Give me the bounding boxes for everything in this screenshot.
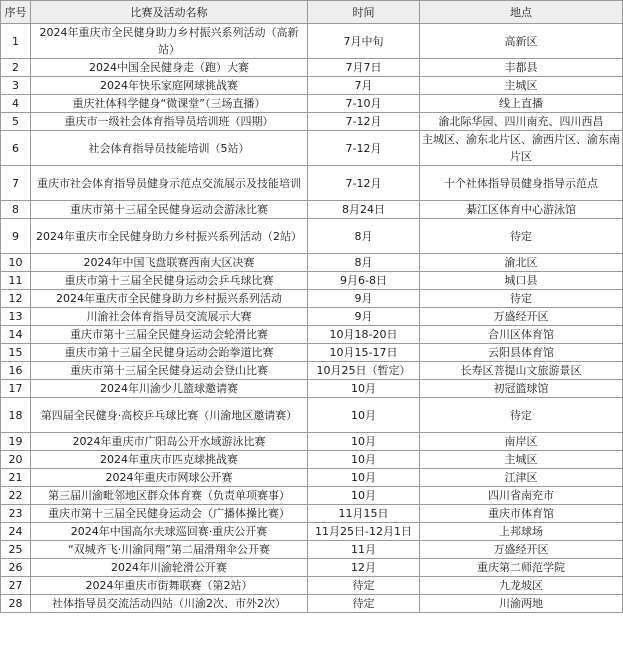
cell-time: 10月18-20日 xyxy=(308,326,420,344)
cell-time: 10月 xyxy=(308,380,420,398)
cell-name: 社体指导员交流活动四站（川渝2次、市外2次） xyxy=(31,595,308,613)
cell-name: 2024年快乐家庭网球挑战赛 xyxy=(31,77,308,95)
cell-name: 2024年重庆市广阳岛公开水域游泳比赛 xyxy=(31,433,308,451)
cell-time: 10月15-17日 xyxy=(308,344,420,362)
table-row xyxy=(1,344,623,362)
cell-time: 7-12月 xyxy=(308,131,420,166)
table-row xyxy=(1,272,623,290)
cell-name: 重庆社体科学健身“微课堂”（三场直播） xyxy=(31,95,308,113)
cell-name: 社会体育指导员技能培训（5站） xyxy=(31,131,308,166)
cell-place: 重庆市体育馆 xyxy=(420,505,623,523)
cell-index: 8 xyxy=(1,201,31,219)
table-row xyxy=(1,469,623,487)
cell-time: 9月6-8日 xyxy=(308,272,420,290)
cell-place: 十个社体指导员健身指导示范点 xyxy=(420,166,623,201)
cell-place: 四川省南充市 xyxy=(420,487,623,505)
cell-place: 高新区 xyxy=(420,24,623,59)
table-row xyxy=(1,523,623,541)
cell-place: 待定 xyxy=(420,290,623,308)
table-row xyxy=(1,201,623,219)
cell-time: 11月25日-12月1日 xyxy=(308,523,420,541)
table-header-row xyxy=(1,1,623,24)
cell-name: 2024年重庆市网球公开赛 xyxy=(31,469,308,487)
table-row xyxy=(1,308,623,326)
cell-index: 20 xyxy=(1,451,31,469)
cell-time: 8月 xyxy=(308,219,420,254)
cell-name: 重庆市第十三届全民健身运动会乒乓球比赛 xyxy=(31,272,308,290)
cell-time: 11月15日 xyxy=(308,505,420,523)
cell-place: 綦江区体育中心游泳馆 xyxy=(420,201,623,219)
cell-index: 4 xyxy=(1,95,31,113)
cell-place: 南岸区 xyxy=(420,433,623,451)
header-name: 比赛及活动名称 xyxy=(31,1,308,24)
table-row xyxy=(1,166,623,201)
table-row xyxy=(1,95,623,113)
cell-time: 7-12月 xyxy=(308,113,420,131)
cell-name: 重庆市第十三届全民健身运动会游泳比赛 xyxy=(31,201,308,219)
table-row xyxy=(1,380,623,398)
cell-index: 11 xyxy=(1,272,31,290)
cell-time: 10月 xyxy=(308,487,420,505)
cell-place: 城口县 xyxy=(420,272,623,290)
table-row xyxy=(1,219,623,254)
cell-time: 7-10月 xyxy=(308,95,420,113)
cell-time: 8月24日 xyxy=(308,201,420,219)
cell-time: 11月 xyxy=(308,541,420,559)
cell-name: 川渝社会体育指导员交流展示大赛 xyxy=(31,308,308,326)
cell-place: 主城区 xyxy=(420,451,623,469)
cell-index: 3 xyxy=(1,77,31,95)
table-row xyxy=(1,113,623,131)
table-row xyxy=(1,433,623,451)
cell-index: 16 xyxy=(1,362,31,380)
cell-name: 2024年重庆市街舞联赛（第2站） xyxy=(31,577,308,595)
cell-place: 万盛经开区 xyxy=(420,541,623,559)
cell-index: 1 xyxy=(1,24,31,59)
cell-place: 九龙坡区 xyxy=(420,577,623,595)
cell-place: 重庆第二师范学院 xyxy=(420,559,623,577)
cell-name: 2024年重庆市全民健身助力乡村振兴系列活动（2站） xyxy=(31,219,308,254)
header-index: 序号 xyxy=(1,1,31,24)
cell-index: 24 xyxy=(1,523,31,541)
table-row xyxy=(1,398,623,433)
table-row xyxy=(1,326,623,344)
cell-name: 重庆市第十三届全民健身运动会跆拳道比赛 xyxy=(31,344,308,362)
cell-name: 第三届川渝毗邻地区群众体育赛（负责单项赛事） xyxy=(31,487,308,505)
cell-name: 2024年中国高尔夫球巡回赛·重庆公开赛 xyxy=(31,523,308,541)
cell-time: 8月 xyxy=(308,254,420,272)
cell-index: 7 xyxy=(1,166,31,201)
cell-place: 长寿区菩提山文旅游景区 xyxy=(420,362,623,380)
table-row xyxy=(1,290,623,308)
table-row xyxy=(1,77,623,95)
table-row xyxy=(1,577,623,595)
cell-index: 21 xyxy=(1,469,31,487)
cell-time: 待定 xyxy=(308,595,420,613)
cell-place: 合川区体育馆 xyxy=(420,326,623,344)
cell-time: 10月 xyxy=(308,451,420,469)
cell-time: 10月 xyxy=(308,433,420,451)
cell-place: 待定 xyxy=(420,398,623,433)
cell-name: 2024年重庆市全民健身助力乡村振兴系列活动（高新站） xyxy=(31,24,308,59)
cell-time: 10月25日（暂定） xyxy=(308,362,420,380)
cell-place: 渝北际华园、四川南充、四川西昌 xyxy=(420,113,623,131)
cell-index: 23 xyxy=(1,505,31,523)
cell-place: 待定 xyxy=(420,219,623,254)
cell-name: “双城齐飞·川渝同翔”第二届滑翔伞公开赛 xyxy=(31,541,308,559)
cell-place: 万盛经开区 xyxy=(420,308,623,326)
cell-name: 重庆市第十三届全民健身运动会轮滑比赛 xyxy=(31,326,308,344)
cell-name: 2024年川渝轮滑公开赛 xyxy=(31,559,308,577)
table-row xyxy=(1,559,623,577)
cell-place: 主城区 xyxy=(420,77,623,95)
cell-index: 6 xyxy=(1,131,31,166)
cell-name: 2024年川渝少儿篮球邀请赛 xyxy=(31,380,308,398)
cell-time: 待定 xyxy=(308,577,420,595)
header-time: 时间 xyxy=(308,1,420,24)
cell-place: 渝北区 xyxy=(420,254,623,272)
table-row xyxy=(1,505,623,523)
cell-name: 重庆市第十三届全民健身运动会（广播体操比赛） xyxy=(31,505,308,523)
cell-place: 川渝两地 xyxy=(420,595,623,613)
cell-time: 7月 xyxy=(308,77,420,95)
cell-index: 19 xyxy=(1,433,31,451)
cell-name: 2024年重庆市匹克球挑战赛 xyxy=(31,451,308,469)
cell-time: 9月 xyxy=(308,308,420,326)
cell-time: 10月 xyxy=(308,469,420,487)
cell-name: 第四届全民健身·高校乒乓球比赛（川渝地区邀请赛） xyxy=(31,398,308,433)
cell-index: 9 xyxy=(1,219,31,254)
cell-index: 28 xyxy=(1,595,31,613)
cell-index: 18 xyxy=(1,398,31,433)
table-row xyxy=(1,362,623,380)
cell-name: 2024中国全民健身走（跑）大赛 xyxy=(31,59,308,77)
cell-place: 上邦球场 xyxy=(420,523,623,541)
cell-place: 江津区 xyxy=(420,469,623,487)
cell-time: 10月 xyxy=(308,398,420,433)
cell-index: 5 xyxy=(1,113,31,131)
cell-place: 主城区、渝东北片区、渝西片区、渝东南片区 xyxy=(420,131,623,166)
cell-place: 丰都县 xyxy=(420,59,623,77)
cell-index: 25 xyxy=(1,541,31,559)
table-row xyxy=(1,541,623,559)
cell-place: 云阳县体育馆 xyxy=(420,344,623,362)
header-place: 地点 xyxy=(420,1,623,24)
table-row xyxy=(1,595,623,613)
cell-place: 线上直播 xyxy=(420,95,623,113)
table-row xyxy=(1,24,623,59)
cell-name: 重庆市第十三届全民健身运动会登山比赛 xyxy=(31,362,308,380)
cell-name: 2024年重庆市全民健身助力乡村振兴系列活动 xyxy=(31,290,308,308)
cell-index: 26 xyxy=(1,559,31,577)
cell-index: 13 xyxy=(1,308,31,326)
cell-name: 2024年中国飞盘联赛西南大区决赛 xyxy=(31,254,308,272)
cell-index: 17 xyxy=(1,380,31,398)
cell-index: 14 xyxy=(1,326,31,344)
cell-name: 重庆市一级社会体育指导员培训班（四期） xyxy=(31,113,308,131)
cell-time: 12月 xyxy=(308,559,420,577)
cell-time: 7月中旬 xyxy=(308,24,420,59)
table-row xyxy=(1,59,623,77)
table-row xyxy=(1,131,623,166)
cell-index: 27 xyxy=(1,577,31,595)
cell-index: 12 xyxy=(1,290,31,308)
cell-index: 22 xyxy=(1,487,31,505)
cell-name: 重庆市社会体育指导员健身示范点交流展示及技能培训 xyxy=(31,166,308,201)
cell-time: 7-12月 xyxy=(308,166,420,201)
cell-index: 2 xyxy=(1,59,31,77)
table-row xyxy=(1,487,623,505)
table-row xyxy=(1,451,623,469)
cell-index: 15 xyxy=(1,344,31,362)
table-row xyxy=(1,254,623,272)
cell-index: 10 xyxy=(1,254,31,272)
cell-time: 7月7日 xyxy=(308,59,420,77)
cell-time: 9月 xyxy=(308,290,420,308)
cell-place: 初冠篮球馆 xyxy=(420,380,623,398)
